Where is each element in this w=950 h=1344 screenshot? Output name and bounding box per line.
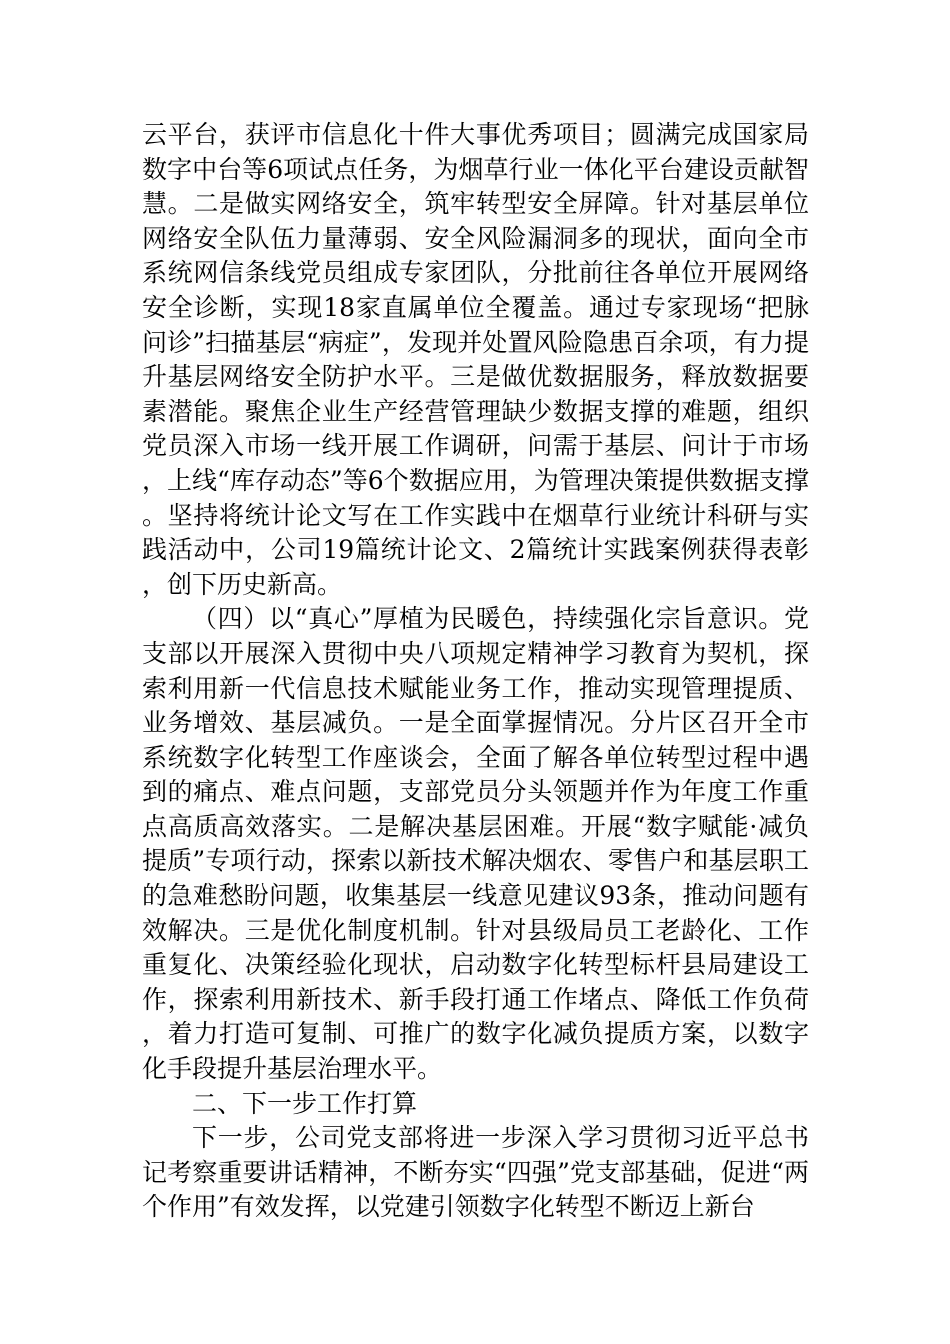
section-heading-next-steps: 二、下一步工作打算 bbox=[192, 1088, 418, 1118]
paragraph-section-four: （四）以“真心”厚植为民暖色，持续强化宗旨意识。党支部以开展深入贯彻中央八项规定精神学习教育为契机，探索利用新一代信息技术赋能业务工作，推动实现管理提质、业务增效、基层减负。一是全面掌握情况。分片区召开全市系统数字化转型工作座谈会，全面了解各单位转型过程中遇到的痛点、难点问题，支部党员分头领题并作为年度工作重点高质高效落实。二是解决基层困难。开展“数字赋能·减负提质”专项行动，探索以新技术解决烟农、零售户和基层职工的急难愁盼问题，收集基层一线意见建议93条，推动问题有效解决。三是优化制度机制。针对县级局员工老龄化、工作重复化、决策经验化现状，启动数字化转型标杆县局建设工作，探索利用新技术、新手段打通工作堵点、降低工作负荷，着力打造可复制、可推广的数字化减负提质方案，以数字化手段提升基层治理水平。 bbox=[142, 604, 809, 1084]
paragraph-continuation: 云平台，获评市信息化十件大事优秀项目；圆满完成国家局数字中台等6项试点任务，为烟草行业一体化平台建设贡献智慧。二是做实网络安全，筑牢转型安全屏障。针对基层单位网络安全队伍力量薄弱、安全风险漏洞多的现状，面向全市系统网信条线党员组成专家团队，分批前往各单位开展网络安全诊断，实现18家直属单位全覆盖。通过专家现场“把脉问诊”扫描基层“病症”，发现并处置风险隐患百余项，有力提升基层网络安全防护水平。三是做优数据服务，释放数据要素潜能。聚焦企业生产经营管理缺少数据支撑的难题，组织党员深入市场一线开展工作调研，问需于基层、问计于市场，上线“库存动态”等6个数据应用，为管理决策提供数据支撑。坚持将统计论文写在工作实践中在烟草行业统计科研与实践活动中，公司19篇统计论文、2篇统计实践案例获得表彰，创下历史新高。 bbox=[142, 120, 809, 599]
paragraph-next-steps: 下一步，公司党支部将进一步深入学习贯彻习近平总书记考察重要讲话精神，不断夯实“四强”党支部基础，促进“两个作用”有效发挥，以党建引领数字化转型不断迈上新台 bbox=[142, 1123, 809, 1222]
document-body bbox=[142, 118, 809, 1225]
